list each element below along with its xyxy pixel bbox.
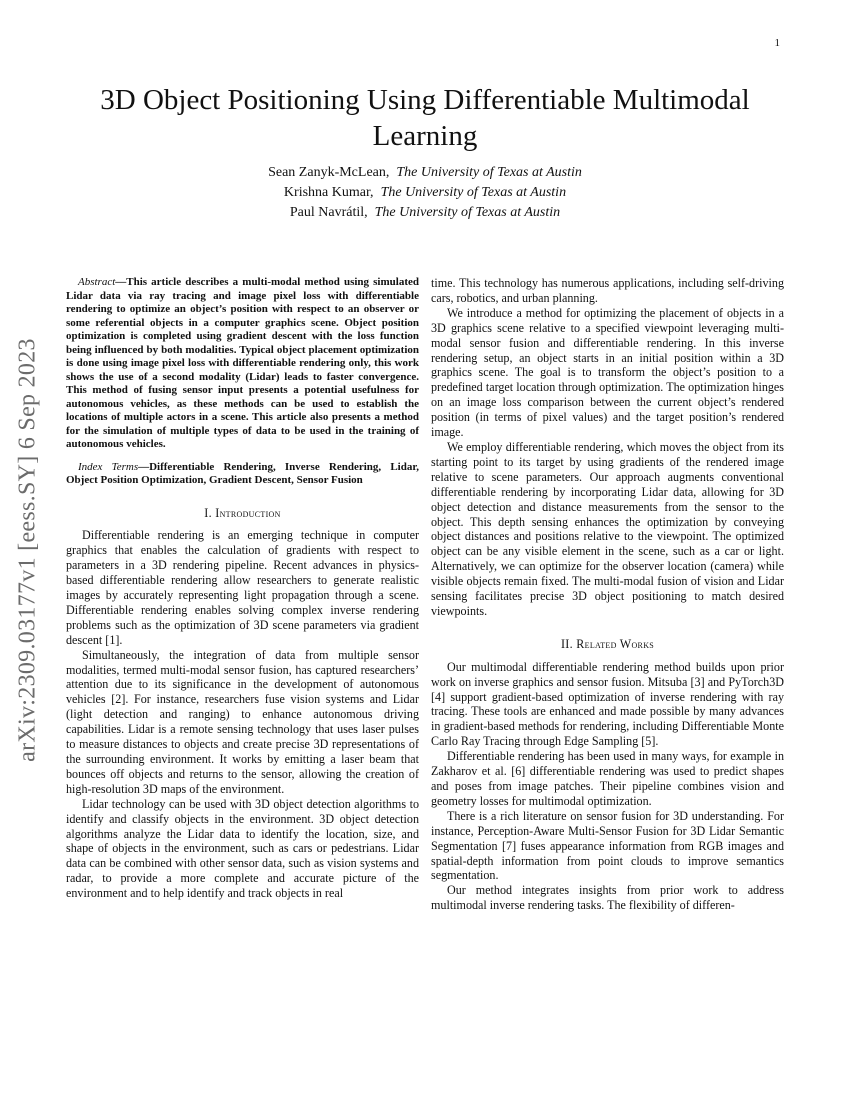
paragraph: We employ differentiable rendering, which moves the object from its starting point to its target by using gradients of the rendered image relative to scene parameters. Our approach augments conventional differentiable rendering by incorporating Lidar data, allowing for 3D object detection and distance measurements from the sensor to the object. This depth sensing enhances the optimization by conveying object distances and positions relative to the viewpoint. The optimized object can be any visible element in the scene, such as a car or light. Alternatively, we can optimize for the observer location (camera) while visible objects remain fixed. The multi-modal fusion of vision and Lidar sensing facilitates precise 3D object positioning to match desired viewpoints. [431, 439, 784, 618]
author-line [70, 183, 780, 203]
section-heading-introduction [66, 506, 419, 521]
author-affiliation: The University of Texas at Austin [396, 165, 582, 180]
author-affiliation: The University of Texas at Austin [374, 205, 561, 220]
abstract-label: Abstract [78, 276, 116, 288]
paragraph: Differentiable rendering is an emerging technique in computer graphics that enables the calculation of gradients with respect to parameters in a 3D rendering pipeline. Recent advances in physics-based differentiable rendering allow researchers to generate realistic images by accurately representing light propagation through a scene. Differentiable rendering enables solving complex inverse rendering problems such as the optimization of 3D scene parameters via gradient descent [1]. [66, 528, 419, 647]
author-line [70, 163, 780, 183]
paragraph: Lidar technology can be used with 3D object detection algorithms to identify and classify objects in the environment. 3D object detection algorithms analyze the Lidar data to identify the location, size, and shape of objects in the environment, such as cars or pedestrians. Lidar data can be combined with other sensor data, such as vision systems and radar, to provide a more complete and accurate picture of the environment and to help identify and track objects in real [66, 796, 419, 901]
section-numeral: II. [560, 636, 573, 651]
section-title: Related Works [576, 636, 655, 651]
paragraph: Our method integrates insights from prior work to address multimodal inverse rendering tasks. The flexibility of differen- [431, 883, 784, 913]
section-numeral: I. [204, 505, 212, 520]
author-name: Krishna Kumar, [283, 185, 374, 200]
section-title: Introduction [215, 505, 281, 520]
author-list [70, 163, 780, 223]
paragraph: Differentiable rendering has been used in many ways, for example in Zakharov et al. [6] differentiable rendering was used to predict shapes and poses from image patches. Their pipeline combines vision and geometry losses for multimodal optimization. [431, 749, 784, 808]
abstract-text: This article describes a multi-modal method using simulated Lidar data via ray tracing and image pixel loss with differentiable rendering to optimize an object’s position with respect to an observer or some referential objects in a computer graphics scene. Object position optimization is completed using gradient descent with the loss function being influenced by both modalities. Typical object placement optimization is done using image pixel loss with differentiable rendering only, this work shows the use of a second modality (Lidar) leads to faster convergence. This method of fusing sensor input presents a potential usefulness for autonomous vehicles, as these methods can be used to establish the locations of multiple actors in a scene. This article also presents a method for the simulation of multiple types of data to be used in the training of autonomous vehicles. [66, 276, 419, 450]
paper-title: 3D Object Positioning Using Differentiable Multimodal Learning [100, 84, 750, 152]
left-column [66, 276, 419, 901]
abstract: Abstract—This article describes a multi-modal method using simulated Lidar data via ray tracing and image pixel loss with differentiable rendering to optimize an object’s position with respect to an observer or some referential objects in a computer graphics scene. Object position optimization is completed using gradient descent with the loss function being influenced by both modalities. Typical object placement optimization is done using image pixel loss with differentiable rendering only, this work shows the use of a second modality (Lidar) leads to faster convergence. This method of fusing sensor input presents a potential usefulness for autonomous vehicles, as these methods can be used to establish the locations of multiple actors in a scene. This article also presents a method for the simulation of multiple types of data to be used in the training of autonomous vehicles. [66, 276, 419, 450]
paragraph: We introduce a method for optimizing the placement of objects in a 3D graphics scene relative to a specified viewpoint leveraging multi-modal sensor fusion and differentiable rendering. In this inverse rendering setup, an object starts in an initial position within a 3D graphics scene. The goal is to transform the object’s position to a predefined target location through optimization. The optimization hinges on an image loss comparison between the current object’s rendered position (in terms of pixel values) and the target position’s rendered image. [431, 305, 784, 440]
paragraph: There is a rich literature on sensor fusion for 3D understanding. For instance, Perception-Aware Multi-Sensor Fusion for 3D Lidar Semantic Segmentation [7] fuses appearance information from RGB images and spatial-depth information from point clouds to improve semantics segmentation. [431, 808, 784, 883]
author-line [70, 203, 780, 223]
index-terms: Index Terms—Differentiable Rendering, Inverse Rendering, Lidar, Object Position Optimization, Gradient Descent, Sensor Fusion [66, 460, 419, 486]
author-name: Paul Navrátil, [289, 205, 368, 220]
author-name: Sean Zanyk-McLean, [268, 165, 390, 180]
index-terms-text: Differentiable Rendering, Inverse Rendering, Lidar, Object Position Optimization, Gradient Descent, Sensor Fusion [66, 460, 419, 486]
arxiv-stamp [6, 295, 50, 805]
paragraph: Simultaneously, the integration of data from multiple sensor modalities, termed multi-modal sensor fusion, has captured researchers’ attention due to its significance in the development of autonomous vehicles [2]. For instance, researchers fuse vision systems and Lidar (light detection and ranging) to enhance autonomous driving capabilities. Lidar is a remote sensing technology that uses laser pulses to measure distances to objects and create precise 3D representations of the surrounding environment. It works by emitting a laser beam that bounces off objects and returns to the sensor, allowing the creation of high-resolution 3D maps of the environment. [66, 647, 419, 796]
right-column [431, 276, 784, 913]
arxiv-stamp-text: arXiv:2309.03177v1 [eess.SY] 6 Sep 2023 [14, 338, 41, 762]
paragraph: Our multimodal differentiable rendering method builds upon prior work on inverse graphics and sensor fusion. Mitsuba [3] and PyTorch3D [4] support gradient-based optimization of inverse rendering with ray tracing. These tools are enhanced and made possible by many advances in gradient-based methods for rendering, including Differentiable Monte Carlo Ray Tracing through Edge Sampling [5]. [431, 659, 784, 749]
author-affiliation: The University of Texas at Austin [380, 185, 567, 200]
page-number: 1 [774, 37, 780, 49]
section-heading-related-works [431, 637, 784, 652]
index-terms-label: Index Terms [78, 460, 139, 473]
paragraph: time. This technology has numerous applications, including self-driving cars, robotics, and urban planning. [431, 276, 784, 305]
